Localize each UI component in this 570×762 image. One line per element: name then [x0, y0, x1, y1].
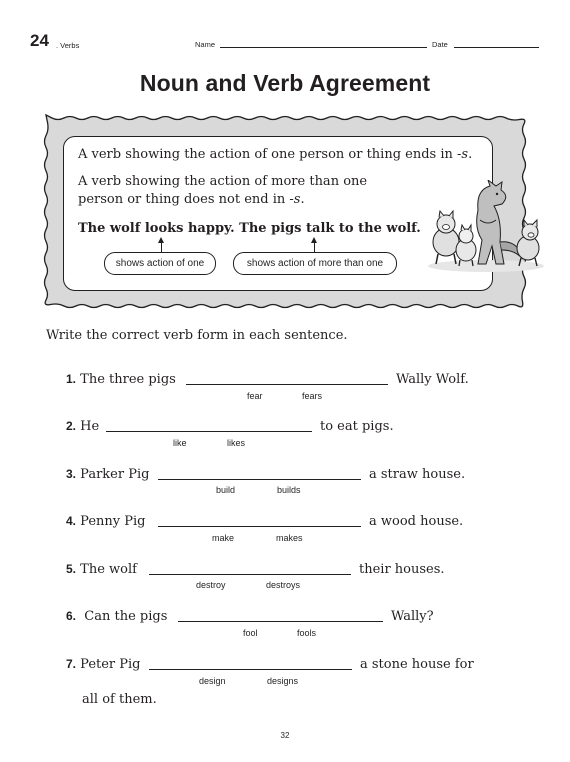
- choice-4a: make: [212, 533, 235, 543]
- rule-one: A verb showing the action of one person or thing ends in -s.: [78, 147, 473, 162]
- answer-blank-7[interactable]: [149, 669, 352, 670]
- item-5: 5. The wolf: [66, 562, 137, 577]
- label-shows-action-of-more: shows action of more than one: [233, 252, 397, 275]
- topic-label: . Verbs: [56, 41, 80, 50]
- item-2-end: to eat pigs.: [320, 419, 394, 434]
- choice-2a: like: [173, 438, 187, 448]
- instructions: Write the correct verb form in each sentence.: [46, 328, 348, 343]
- item-2: 2. He: [66, 419, 100, 434]
- choice-1b: fears: [302, 391, 323, 401]
- date-label: Date: [432, 40, 448, 49]
- item-7-continued: all of them.: [82, 692, 157, 707]
- choice-2b: likes: [227, 438, 246, 448]
- choice-4b: makes: [276, 533, 303, 543]
- choice-5a: destroy: [196, 580, 226, 590]
- answer-blank-3[interactable]: [158, 479, 361, 480]
- page-number: 24: [30, 31, 49, 50]
- choice-7a: design: [199, 676, 226, 686]
- choice-1a: fear: [247, 391, 263, 401]
- item-1-end: Wally Wolf.: [396, 372, 469, 387]
- item-7: 7. Peter Pig: [66, 657, 141, 672]
- item-7-end: a stone house for: [360, 657, 474, 672]
- item-5-end: their houses.: [359, 562, 445, 577]
- item-4-end: a wood house.: [369, 514, 464, 529]
- name-field[interactable]: [220, 47, 427, 48]
- example-sentence: The wolf looks happy. The pigs talk to the wolf.: [78, 221, 421, 236]
- answer-blank-1[interactable]: [186, 384, 388, 385]
- choice-6b: fools: [297, 628, 317, 638]
- item-6: 6. Can the pigs: [66, 609, 168, 624]
- item-6-end: Wally?: [391, 609, 434, 624]
- answer-blank-4[interactable]: [158, 526, 361, 527]
- item-3-end: a straw house.: [369, 467, 466, 482]
- item-4: 4. Penny Pig: [66, 514, 146, 529]
- answer-blank-2[interactable]: [106, 431, 312, 432]
- item-1: 1. The three pigs: [66, 372, 176, 387]
- choice-3b: builds: [277, 485, 301, 495]
- choice-5b: destroys: [266, 580, 301, 590]
- name-label: Name: [195, 40, 216, 49]
- item-3: 3. Parker Pig: [66, 467, 150, 482]
- answer-blank-5[interactable]: [149, 574, 351, 575]
- choice-3a: build: [216, 485, 236, 495]
- date-field[interactable]: [454, 47, 539, 48]
- wolf-and-pigs-illustration: [418, 180, 548, 274]
- label-shows-action-of-one: shows action of one: [104, 252, 216, 275]
- page-title: Noun and Verb Agreement: [139, 70, 431, 96]
- answer-blank-6[interactable]: [178, 621, 383, 622]
- choice-7b: designs: [267, 676, 299, 686]
- page-footer-number: 32: [280, 731, 290, 740]
- rule-two: A verb showing the action of more than one person or thing does not end in -s.: [78, 174, 368, 207]
- choice-6a: fool: [243, 628, 258, 638]
